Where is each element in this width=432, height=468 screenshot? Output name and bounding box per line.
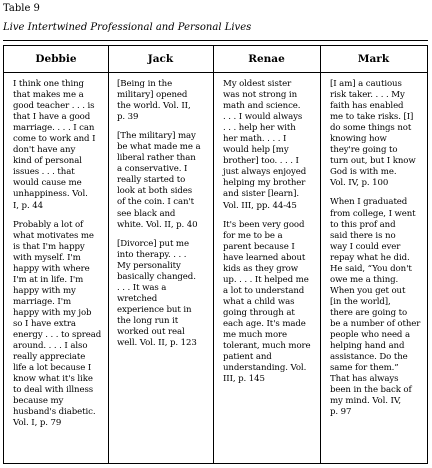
- quote-line: they're going to: [330, 145, 398, 156]
- quote-line: experience but in: [117, 304, 192, 315]
- quote-line: because my: [13, 396, 64, 407]
- quote-line: [Being in the: [117, 79, 173, 89]
- quote-line: It's been very good: [223, 219, 305, 230]
- quote-line: happy with where: [13, 263, 90, 274]
- quote-line: understanding. Vol.: [223, 363, 307, 374]
- quote-line: been in the back of: [330, 385, 412, 396]
- quote-line: her math. . . . I: [223, 134, 287, 145]
- quote-line: the world. Vol. II,: [117, 101, 191, 112]
- column-debbie: [13, 79, 105, 437]
- quotes-table: [3, 45, 428, 464]
- quote-line: wretched: [117, 293, 158, 304]
- quote-line: life a lot because I: [13, 363, 92, 374]
- quote-line: I, p. 44: [13, 200, 43, 211]
- quote-line: knowing how: [330, 134, 387, 145]
- quote-line: with myself. I'm: [13, 252, 81, 263]
- column-header-mark: Mark: [357, 53, 390, 65]
- quote-line: . . . It was a: [117, 282, 167, 293]
- quote-line: My oldest sister: [223, 79, 292, 89]
- quote-line: God is with me.: [330, 167, 397, 178]
- quote-line: up. . . . It helped me: [223, 274, 309, 285]
- quote-line: Vol. IV, p. 100: [330, 178, 389, 189]
- quote-paragraph: [117, 131, 210, 230]
- quote-line: [I am] a cautious: [330, 79, 402, 89]
- quote-line: same for them.”: [330, 363, 399, 374]
- quote-line: owe me a thing.: [330, 274, 399, 285]
- quote-line: would cause me: [13, 178, 82, 189]
- quote-line: really started to: [117, 175, 186, 186]
- quote-line: my mind. Vol. IV,: [330, 396, 402, 407]
- quote-line: me to take risks. [I]: [330, 112, 414, 123]
- column-divider: [108, 46, 109, 463]
- quote-line: that I have a good: [13, 112, 91, 123]
- quote-line: math and science.: [223, 101, 301, 112]
- column-header-renae: Renae: [248, 53, 285, 65]
- quote-line: He said, “You don't: [330, 263, 412, 274]
- quote-line: p. 39: [117, 112, 139, 123]
- column-jack: [117, 79, 210, 357]
- quote-line: was not strong in: [223, 90, 298, 101]
- quote-line: well. Vol. II, p. 123: [117, 338, 197, 349]
- quote-line: the long run it: [117, 315, 179, 326]
- quote-paragraph: [223, 79, 317, 212]
- column-header-jack: Jack: [147, 53, 174, 65]
- quote-line: come to work and I: [13, 134, 96, 145]
- quote-line: energy . . . to spread: [13, 330, 102, 341]
- quote-line: [Divorce] put me: [117, 238, 189, 249]
- quote-line: assistance. Do the: [330, 352, 408, 363]
- quote-paragraph: [117, 239, 210, 349]
- quote-line: what motivates me: [13, 230, 94, 241]
- quote-line: [The military] may: [117, 131, 196, 142]
- quote-line: of the coin. I can't: [117, 197, 195, 208]
- column-divider: [320, 46, 321, 463]
- quote-line: said there is no: [330, 230, 396, 241]
- quote-line: and sister [learn].: [223, 189, 299, 200]
- quote-line: I'm at in life. I'm: [13, 274, 84, 285]
- quote-line: unhappiness. Vol.: [13, 189, 88, 200]
- quote-line: know what it's like: [13, 374, 93, 385]
- quote-line: way I could ever: [330, 241, 401, 252]
- quote-line: just always enjoyed: [223, 167, 307, 178]
- quote-line: kind of personal: [13, 156, 82, 167]
- quote-line: III, p. 145: [223, 374, 265, 385]
- quote-line: is that I'm happy: [13, 241, 85, 252]
- column-divider: [213, 46, 214, 463]
- quote-line: faith has enabled: [330, 101, 404, 112]
- quote-line: helping hand and: [330, 341, 405, 352]
- quote-line: me much more: [223, 330, 288, 341]
- quote-line: around. . . . I also: [13, 341, 88, 352]
- quote-line: repay what he did.: [330, 252, 410, 263]
- quote-line: that makes me a: [13, 90, 84, 101]
- quote-line: brother] too. . . . I: [223, 156, 299, 167]
- quote-line: liberal rather than: [117, 153, 196, 164]
- column-mark: [330, 79, 425, 426]
- quote-line: kids as they grow: [223, 263, 298, 274]
- quote-line: issues . . . that: [13, 167, 75, 178]
- quote-line: marriage. . . . I can: [13, 123, 95, 134]
- quote-line: to deal with illness: [13, 385, 94, 396]
- quote-line: worked out real: [117, 326, 185, 337]
- quote-line: going through at: [223, 307, 295, 318]
- quote-line: into therapy. . . .: [117, 249, 187, 260]
- quote-line: don't have any: [13, 145, 76, 156]
- quote-line: there are going to: [330, 307, 408, 318]
- quote-line: white. Vol. II, p. 40: [117, 219, 198, 230]
- quote-line: really appreciate: [13, 352, 86, 363]
- quote-line: When you get out: [330, 285, 406, 296]
- table-title: Live Intertwined Professional and Personal Lives: [3, 22, 252, 33]
- quote-line: military] opened: [117, 90, 188, 101]
- quote-line: husband's diabetic.: [13, 407, 96, 418]
- column-renae: [223, 79, 317, 393]
- quote-line: would help [my: [223, 145, 289, 156]
- quote-line: When I graduated: [330, 197, 408, 208]
- quote-line: My personality: [117, 260, 181, 271]
- quote-line: . . . help her with: [223, 123, 296, 134]
- quote-line: see black and: [117, 208, 176, 219]
- quote-line: risk taker. . . . My: [330, 90, 405, 101]
- quote-line: look at both sides: [117, 186, 193, 197]
- quote-line: That has always: [330, 374, 399, 385]
- quote-line: Probably a lot of: [13, 219, 84, 230]
- quote-line: turn out, but I know: [330, 156, 416, 167]
- quote-line: I think one thing: [13, 79, 84, 89]
- quote-line: Vol. III, pp. 44-45: [223, 200, 297, 211]
- quote-line: a conservative. I: [117, 164, 188, 175]
- quote-line: be a number of other: [330, 318, 421, 329]
- quote-paragraph: [13, 220, 105, 430]
- quote-paragraph: [330, 79, 425, 189]
- quote-line: what a child was: [223, 296, 295, 307]
- quote-line: basically changed.: [117, 271, 196, 282]
- quote-line: good teacher . . . is: [13, 101, 95, 112]
- quote-line: be what made me a: [117, 142, 201, 153]
- quote-line: do some things not: [330, 123, 412, 134]
- quote-line: tolerant, much more: [223, 341, 311, 352]
- quote-line: [in the world],: [330, 296, 391, 307]
- quote-line: marriage. I'm: [13, 296, 72, 307]
- quote-line: patient and: [223, 352, 272, 363]
- quote-line: so I have extra: [13, 318, 76, 329]
- quote-line: to this prof and: [330, 219, 396, 230]
- quote-paragraph: [223, 220, 317, 386]
- quote-line: each age. It's made: [223, 318, 306, 329]
- quote-paragraph: [330, 197, 425, 418]
- quote-line: happy with my job: [13, 307, 92, 318]
- table-header-row: [4, 46, 427, 73]
- quote-line: . . . I would always: [223, 112, 303, 123]
- quote-line: a lot to understand: [223, 285, 305, 296]
- quote-paragraph: [13, 79, 105, 212]
- quote-line: helping my brother: [223, 178, 306, 189]
- quote-line: people who need a: [330, 330, 410, 341]
- quote-paragraph: [117, 79, 210, 123]
- quote-line: parent because I: [223, 241, 295, 252]
- quote-line: happy with my: [13, 285, 76, 296]
- quote-line: p. 97: [330, 407, 352, 418]
- quote-line: Vol. I, p. 79: [13, 418, 62, 429]
- quote-line: for me to be a: [223, 230, 283, 241]
- quote-line: have learned about: [223, 252, 306, 263]
- column-header-debbie: Debbie: [35, 53, 77, 65]
- quote-line: from college, I went: [330, 208, 416, 219]
- table-number: Table 9: [3, 3, 40, 14]
- title-rule: [3, 40, 428, 41]
